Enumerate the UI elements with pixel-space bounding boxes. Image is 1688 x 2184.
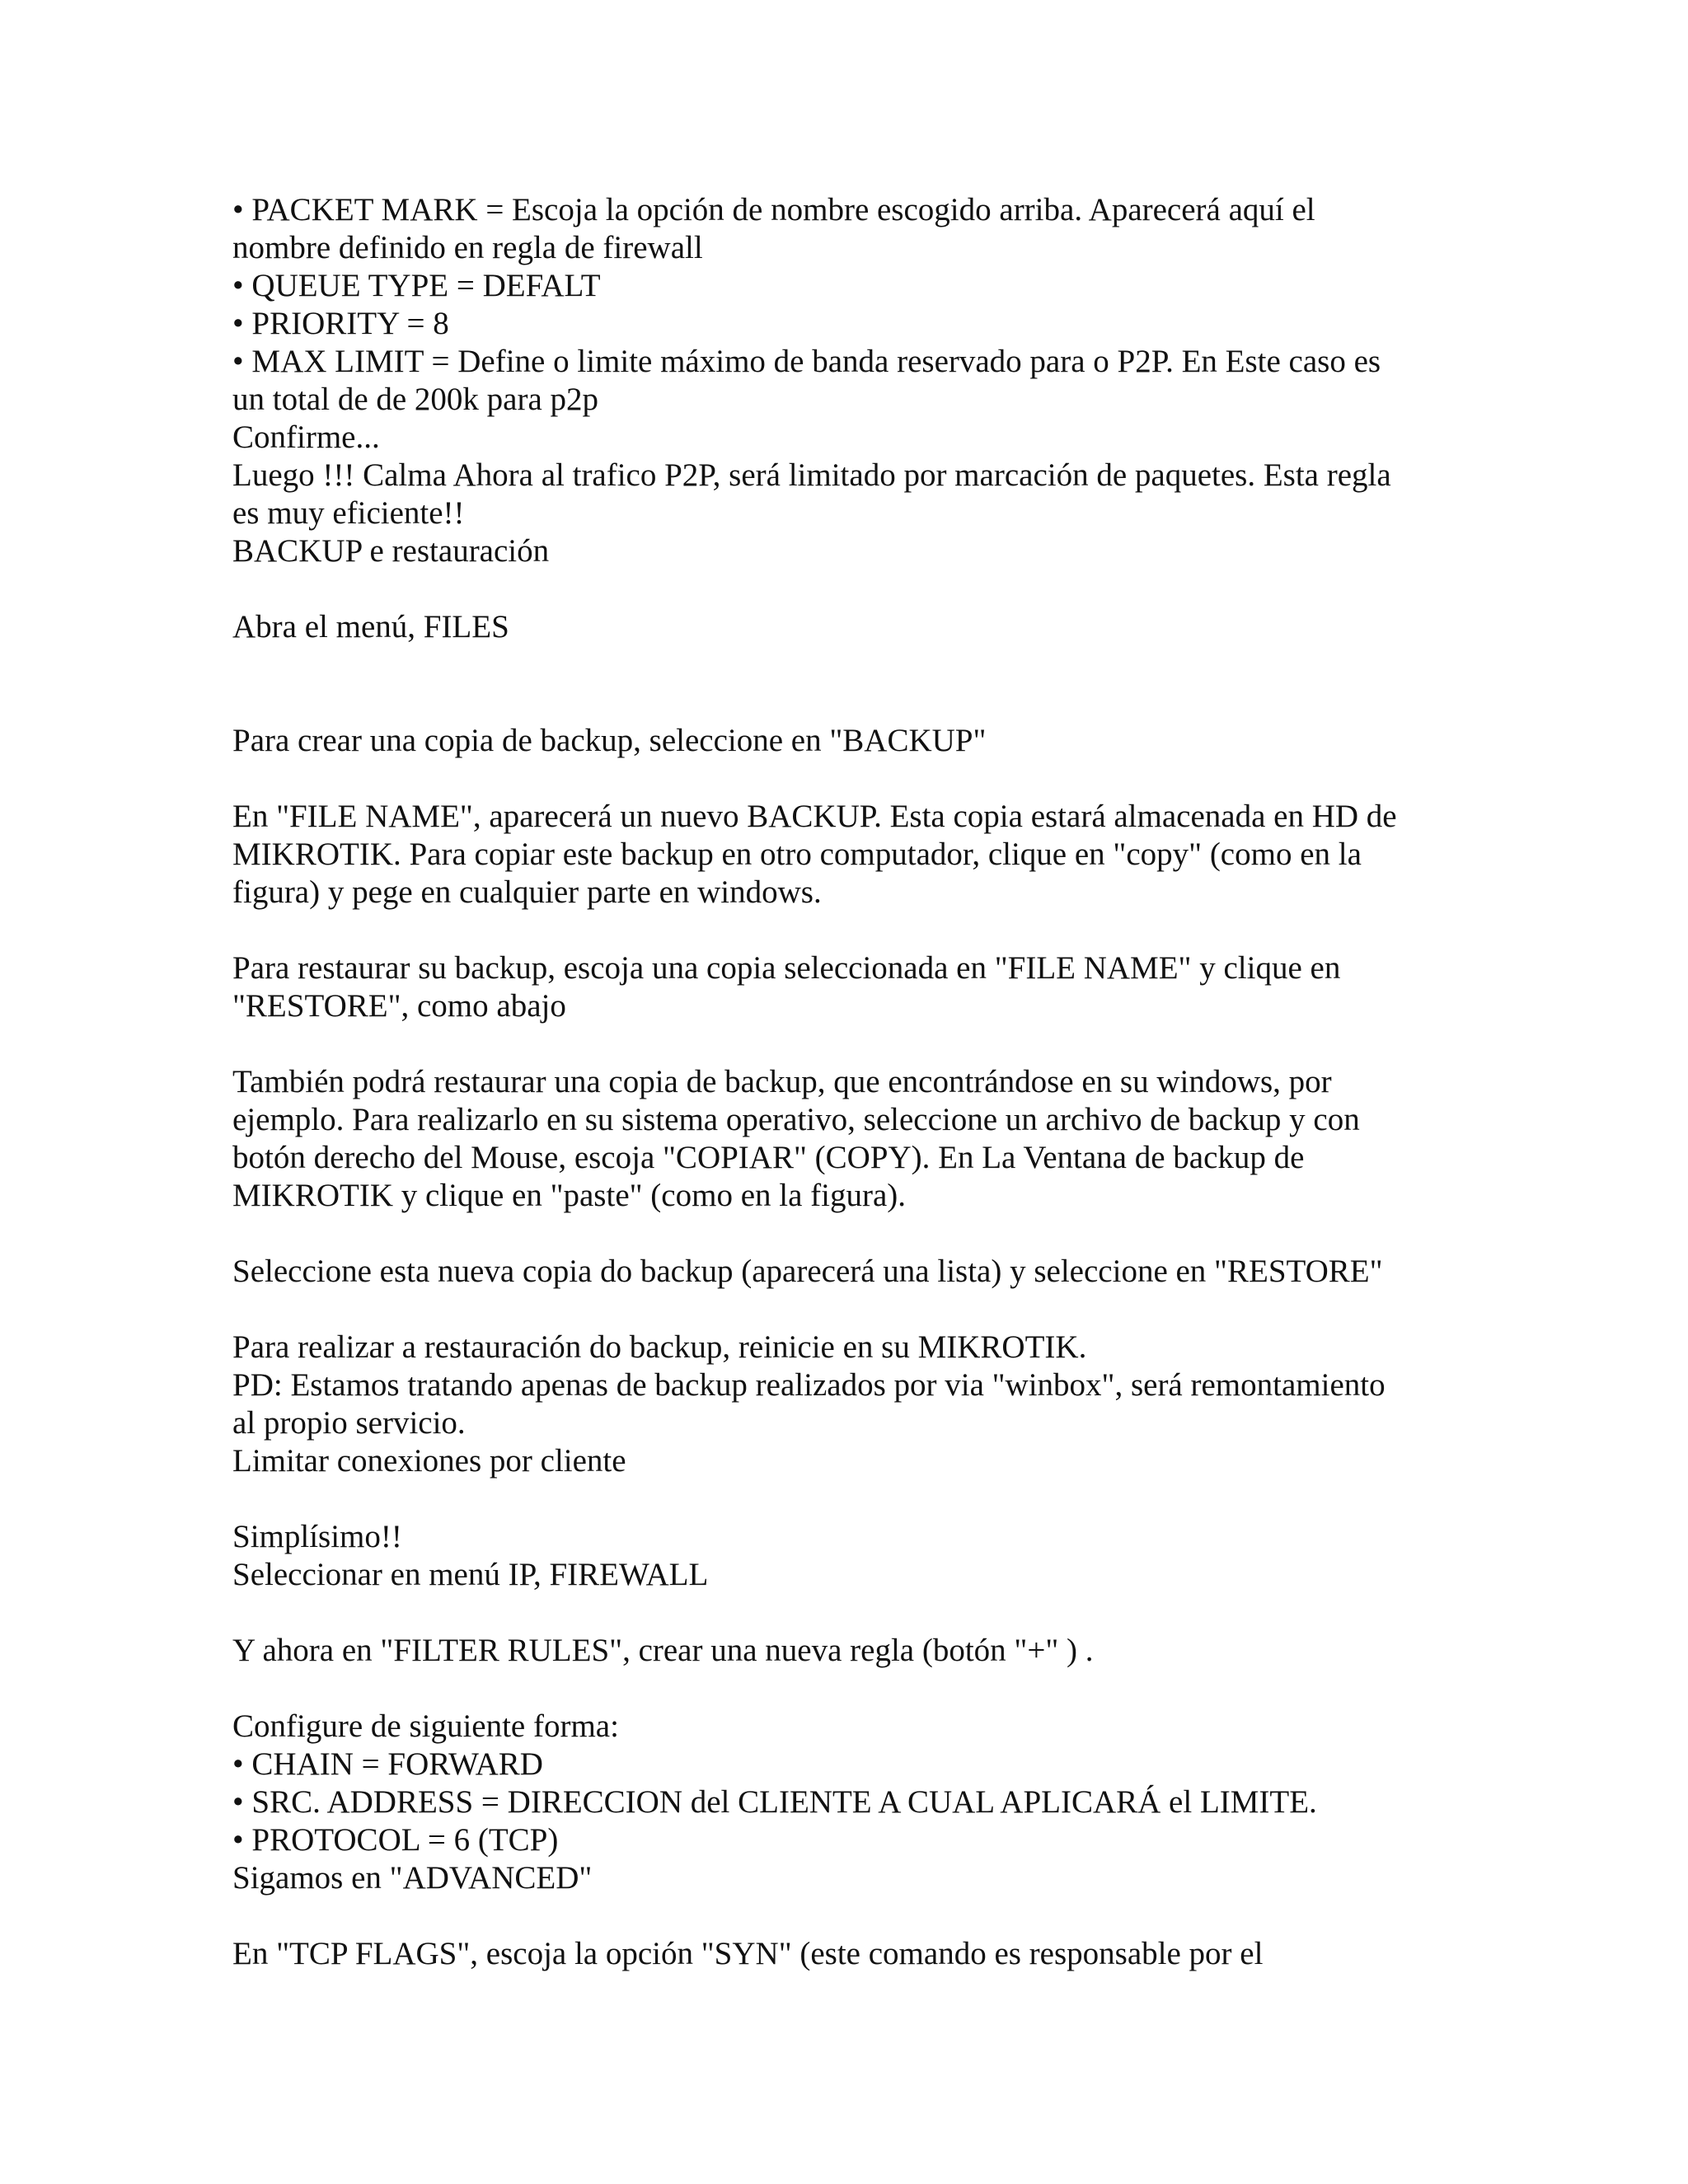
text-line: ejemplo. Para realizarlo en su sistema operativo, seleccione un archivo de backup y con [232, 1102, 1360, 1137]
spacer [232, 1025, 1452, 1063]
section-heading: Limitar conexiones por cliente [232, 1443, 626, 1479]
text-line: Sigamos en "ADVANCED" [232, 1860, 593, 1896]
spacer [232, 1594, 1452, 1632]
text-line: Confirme... [232, 419, 380, 455]
text-line: • QUEUE TYPE = DEFALT [232, 268, 601, 303]
text-line: También podrá restaurar una copia de backup, que encontrándose en su windows, por [232, 1064, 1332, 1099]
spacer [232, 646, 1452, 722]
text-line: • PACKET MARK = Escoja la opción de nombre escogido arriba. Aparecerá aquí el [232, 192, 1315, 227]
spacer [232, 912, 1452, 949]
spacer [232, 1215, 1452, 1253]
text-line: • PRIORITY = 8 [232, 306, 449, 341]
text-line: es muy eficiente!! [232, 495, 465, 531]
document-page [232, 191, 1452, 1973]
text-line: Abra el menú, FILES [232, 609, 509, 644]
text-line: PD: Estamos tratando apenas de backup realizados por via "winbox", será remontamiento [232, 1367, 1386, 1403]
section-heading: BACKUP e restauración [232, 533, 550, 569]
text-line: Para crear una copia de backup, seleccione en "BACKUP" [232, 723, 987, 758]
text-line: un total de de 200k para p2p [232, 382, 599, 417]
text-line: MIKROTIK. Para copiar este backup en otro computador, clique en "copy" (como en la [232, 837, 1362, 872]
text-line: Y ahora en "FILTER RULES", crear una nueva regla (botón "+" ) . [232, 1633, 1094, 1668]
spacer [232, 570, 1452, 608]
spacer [232, 760, 1452, 798]
text-line: En "TCP FLAGS", escoja la opción "SYN" (este comando es responsable por el [232, 1936, 1264, 1971]
spacer [232, 1480, 1452, 1518]
text-line: MIKROTIK y clique en "paste" (como en la figura). [232, 1178, 907, 1213]
text-line: Simplísimo!! [232, 1519, 402, 1554]
text-line: Seleccionar en menú IP, FIREWALL [232, 1557, 709, 1592]
text-line: Para realizar a restauración do backup, reinicie en su MIKROTIK. [232, 1329, 1087, 1365]
text-line: "RESTORE", como abajo [232, 988, 566, 1024]
text-line: En "FILE NAME", aparecerá un nuevo BACKUP. Esta copia estará almacenada en HD de [232, 799, 1397, 834]
text-line: • MAX LIMIT = Define o limite máximo de banda reservado para o P2P. En Este caso es [232, 344, 1381, 379]
spacer [232, 1291, 1452, 1329]
text-line: • PROTOCOL = 6 (TCP) [232, 1822, 559, 1858]
spacer [232, 1897, 1452, 1935]
text-line: Seleccione esta nueva copia do backup (aparecerá una lista) y seleccione en "RESTORE" [232, 1254, 1383, 1289]
text-line: Luego !!! Calma Ahora al trafico P2P, será limitado por marcación de paquetes. Esta regla [232, 457, 1391, 493]
text-line: nombre definido en regla de firewall [232, 230, 703, 265]
text-line: al propio servicio. [232, 1405, 466, 1441]
text-line: • CHAIN = FORWARD [232, 1746, 543, 1782]
spacer [232, 1670, 1452, 1708]
text-line: figura) y pege en cualquier parte en windows. [232, 874, 822, 910]
text-line: • SRC. ADDRESS = DIRECCION del CLIENTE A CUAL APLICARÁ el LIMITE. [232, 1784, 1317, 1820]
text-line: Para restaurar su backup, escoja una copia seleccionada en "FILE NAME" y clique en [232, 950, 1341, 986]
text-line: botón derecho del Mouse, escoja "COPIAR" (COPY). En La Ventana de backup de [232, 1140, 1305, 1175]
text-line: Configure de siguiente forma: [232, 1708, 619, 1744]
